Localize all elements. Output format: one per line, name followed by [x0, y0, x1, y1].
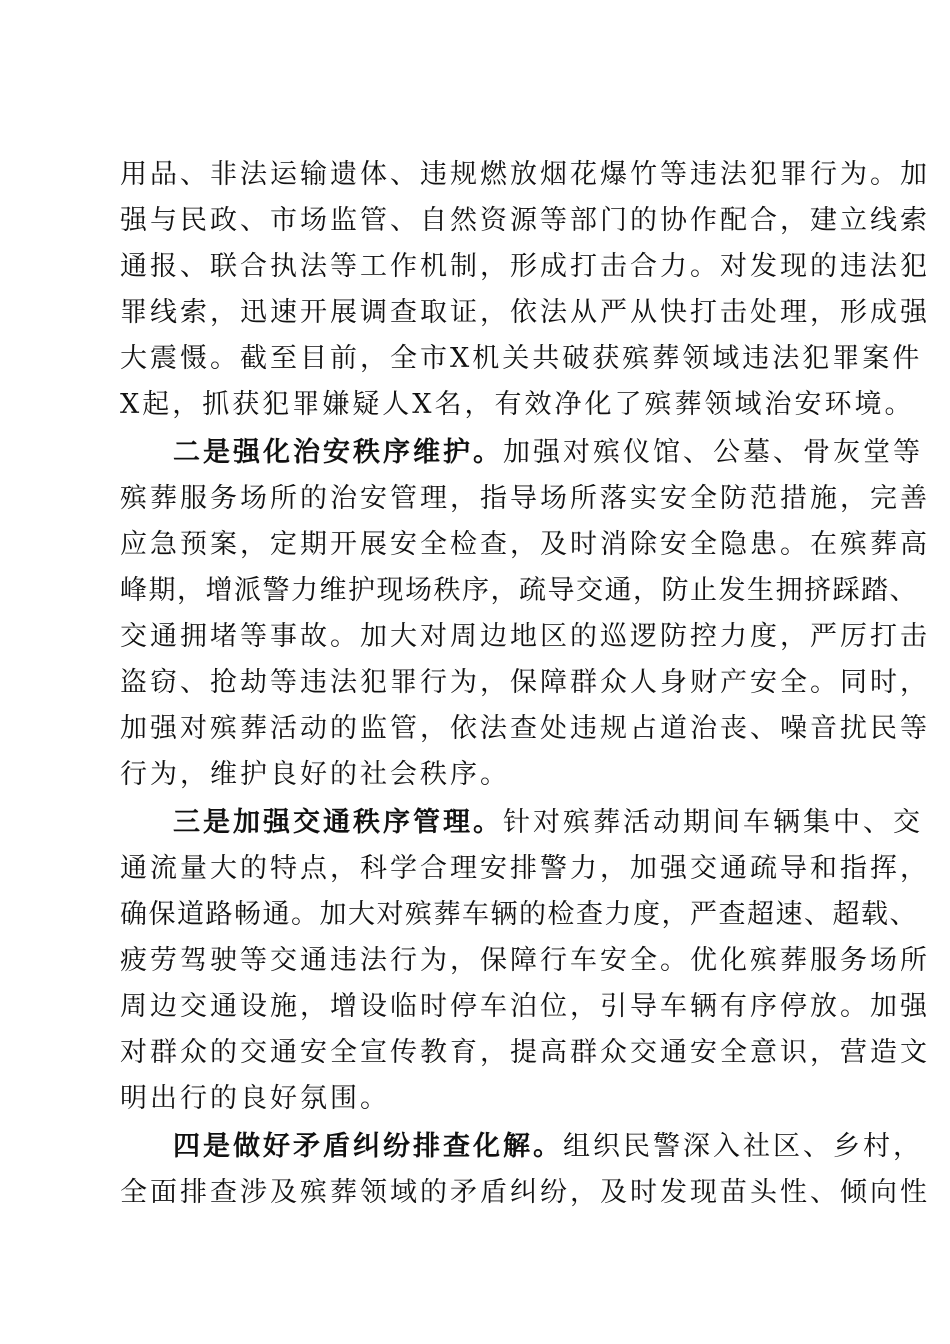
- paragraph-line: 行为，维护良好的社会秩序。: [120, 759, 510, 790]
- paragraph-line: 交通拥堵等事故。加大对周边地区的巡逻防控力度，严厉打击: [120, 621, 930, 652]
- paragraph-line: 强与民政、市场监管、自然资源等部门的协作配合，建立线索: [120, 205, 930, 236]
- paragraph-line: 对群众的交通安全宣传教育，提高群众交通安全意识，营造文: [120, 1037, 930, 1068]
- paragraph-line: 明出行的良好氛围。: [120, 1083, 390, 1114]
- paragraph-line: 通报、联合执法等工作机制，形成打击合力。对发现的违法犯: [120, 251, 930, 282]
- section-text: 组织民警深入社区、乡村，: [563, 1131, 923, 1162]
- section-heading: 四是做好矛盾纠纷排查化解。: [173, 1131, 563, 1162]
- section-text: 加强对殡仪馆、公墓、骨灰堂等: [503, 437, 923, 468]
- paragraph-line: 应急预案，定期开展安全检查，及时消除安全隐患。在殡葬高: [120, 529, 930, 560]
- paragraph-line: 加强对殡葬活动的监管，依法查处违规占道治丧、噪音扰民等: [120, 713, 930, 744]
- paragraph-line: 峰期，增派警力维护现场秩序，疏导交通，防止发生拥挤踩踏、: [120, 575, 918, 606]
- paragraph-line: X起，抓获犯罪嫌疑人X名，有效净化了殡葬领域治安环境。: [120, 389, 915, 420]
- section-first-line: [173, 1130, 923, 1164]
- paragraph-line: 通流量大的特点，科学合理安排警力，加强交通疏导和指挥，: [120, 853, 930, 884]
- paragraph-line: 全面排查涉及殡葬领域的矛盾纠纷，及时发现苗头性、倾向性: [120, 1177, 930, 1208]
- section-first-line: [173, 436, 923, 470]
- paragraph-line: 大震慑。截至目前，全市X机关共破获殡葬领域违法犯罪案件: [120, 343, 923, 374]
- section-heading: 二是强化治安秩序维护。: [173, 437, 503, 468]
- paragraph-line: 疲劳驾驶等交通违法行为，保障行车安全。优化殡葬服务场所: [120, 945, 930, 976]
- paragraph-line: 罪线索，迅速开展调查取证，依法从严从快打击处理，形成强: [120, 297, 930, 328]
- paragraph-line: 确保道路畅通。加大对殡葬车辆的检查力度，严查超速、超载、: [120, 899, 918, 930]
- section-text: 针对殡葬活动期间车辆集中、交: [503, 807, 923, 838]
- paragraph-line: 用品、非法运输遗体、违规燃放烟花爆竹等违法犯罪行为。加: [120, 159, 930, 190]
- section-first-line: [173, 806, 923, 840]
- paragraph-line: 殡葬服务场所的治安管理，指导场所落实安全防范措施，完善: [120, 483, 930, 514]
- paragraph-line: 周边交通设施，增设临时停车泊位，引导车辆有序停放。加强: [120, 991, 930, 1022]
- section-heading: 三是加强交通秩序管理。: [173, 807, 503, 838]
- paragraph-line: 盗窃、抢劫等违法犯罪行为，保障群众人身财产安全。同时，: [120, 667, 930, 698]
